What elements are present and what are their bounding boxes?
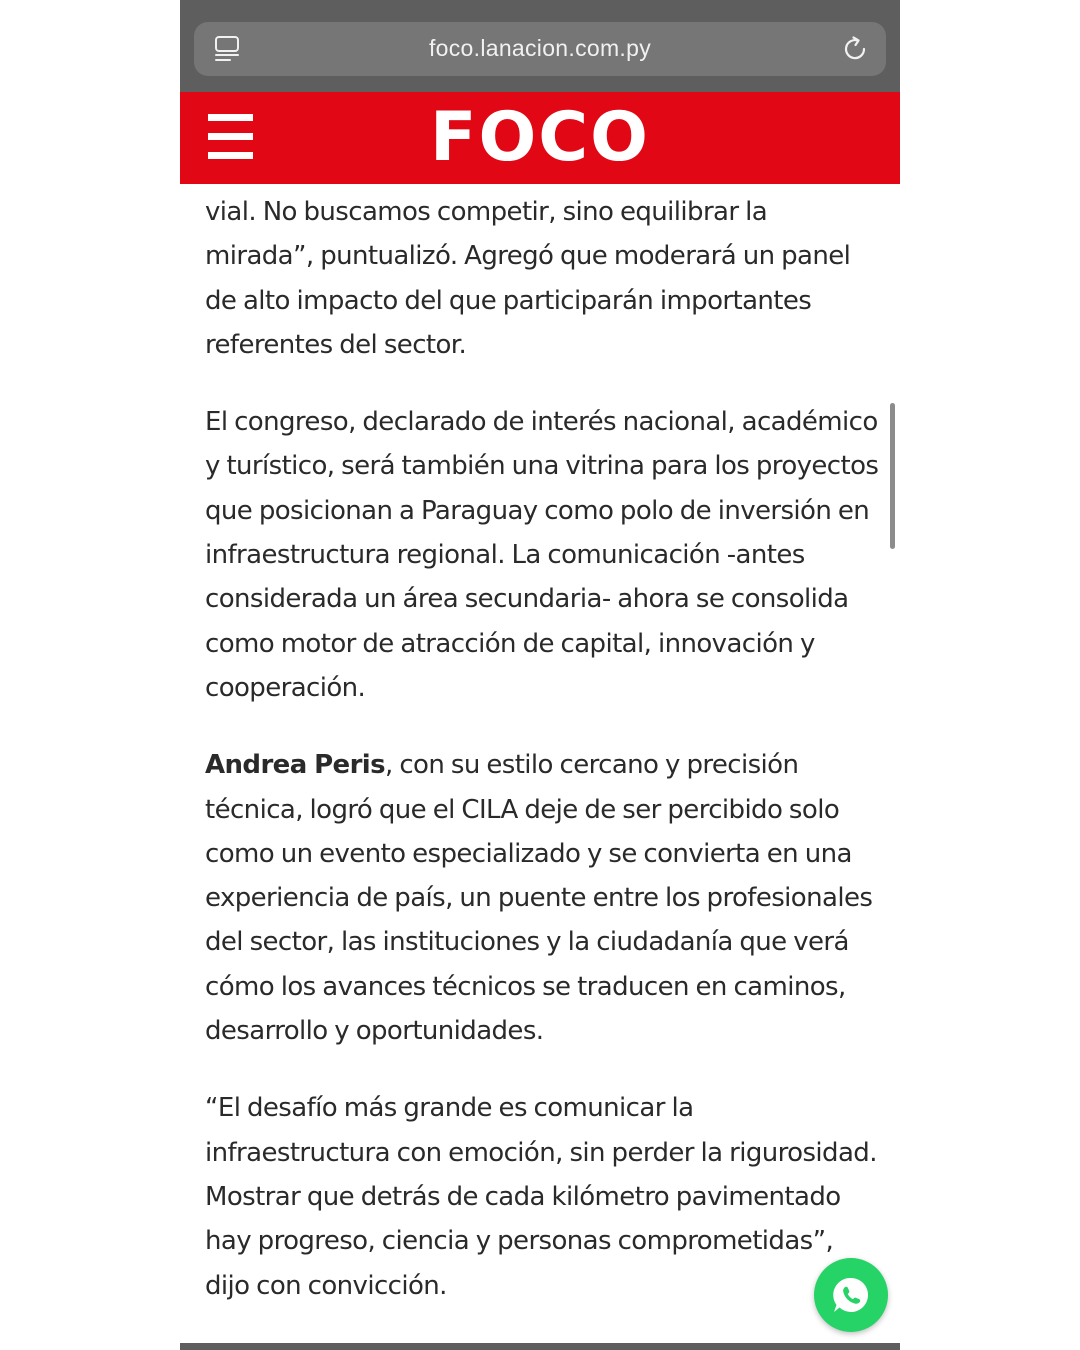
- browser-address-bar: [180, 0, 900, 92]
- url-text[interactable]: foco.lanacion.com.py: [428, 35, 652, 61]
- article-paragraph-2: El congreso, declarado de interés nacional, académico y turístico, será también una vitrina para los proyectos que posicionan a Paraguay como polo de inversión en infraestructura regional. La comunicación -antes considerada un área secundaria- ahora se consolida como motor de atracción de capital, innovación y cooperación.: [205, 407, 879, 703]
- bottom-toolbar-edge: [180, 1343, 900, 1350]
- person-name: Andrea Peris: [205, 750, 385, 781]
- reader-mode-icon[interactable]: [212, 34, 242, 64]
- scrollbar[interactable]: [890, 403, 895, 549]
- article-body: [205, 190, 880, 1341]
- site-header: [180, 92, 900, 184]
- article-paragraph-1: vial. No buscamos competir, sino equilibrar la mirada”, puntualizó. Agregó que moderará un panel de alto impacto del que participarán importantes referentes del sector.: [205, 197, 851, 360]
- article-paragraph-4: “El desafío más grande es comunicar la infraestructura con emoción, sin perder la rigurosidad. Mostrar que detrás de cada kilómetro pavimentado hay progreso, ciencia y personas comprometidas”, dijo con convicción.: [205, 1093, 877, 1301]
- article-paragraph-3: [205, 743, 880, 1053]
- whatsapp-icon: [831, 1275, 871, 1315]
- url-pill[interactable]: [194, 22, 886, 76]
- phone-screen: [180, 0, 900, 1350]
- whatsapp-share-button[interactable]: [814, 1258, 888, 1332]
- site-logo[interactable]: FOCO: [430, 98, 650, 177]
- article-paragraph-3-text: , con su estilo cercano y precisión técnica, logró que el CILA deje de ser percibido solo como un evento especializado y se convierta en una experiencia de país, un puente entre los profesionales del sector, las instituciones y la ciudadanía que verá cómo los avances técnicos se traducen en caminos, desarrollo y oportunidades.: [205, 750, 873, 1047]
- reload-icon[interactable]: [840, 34, 870, 64]
- hamburger-menu-icon[interactable]: [208, 114, 254, 160]
